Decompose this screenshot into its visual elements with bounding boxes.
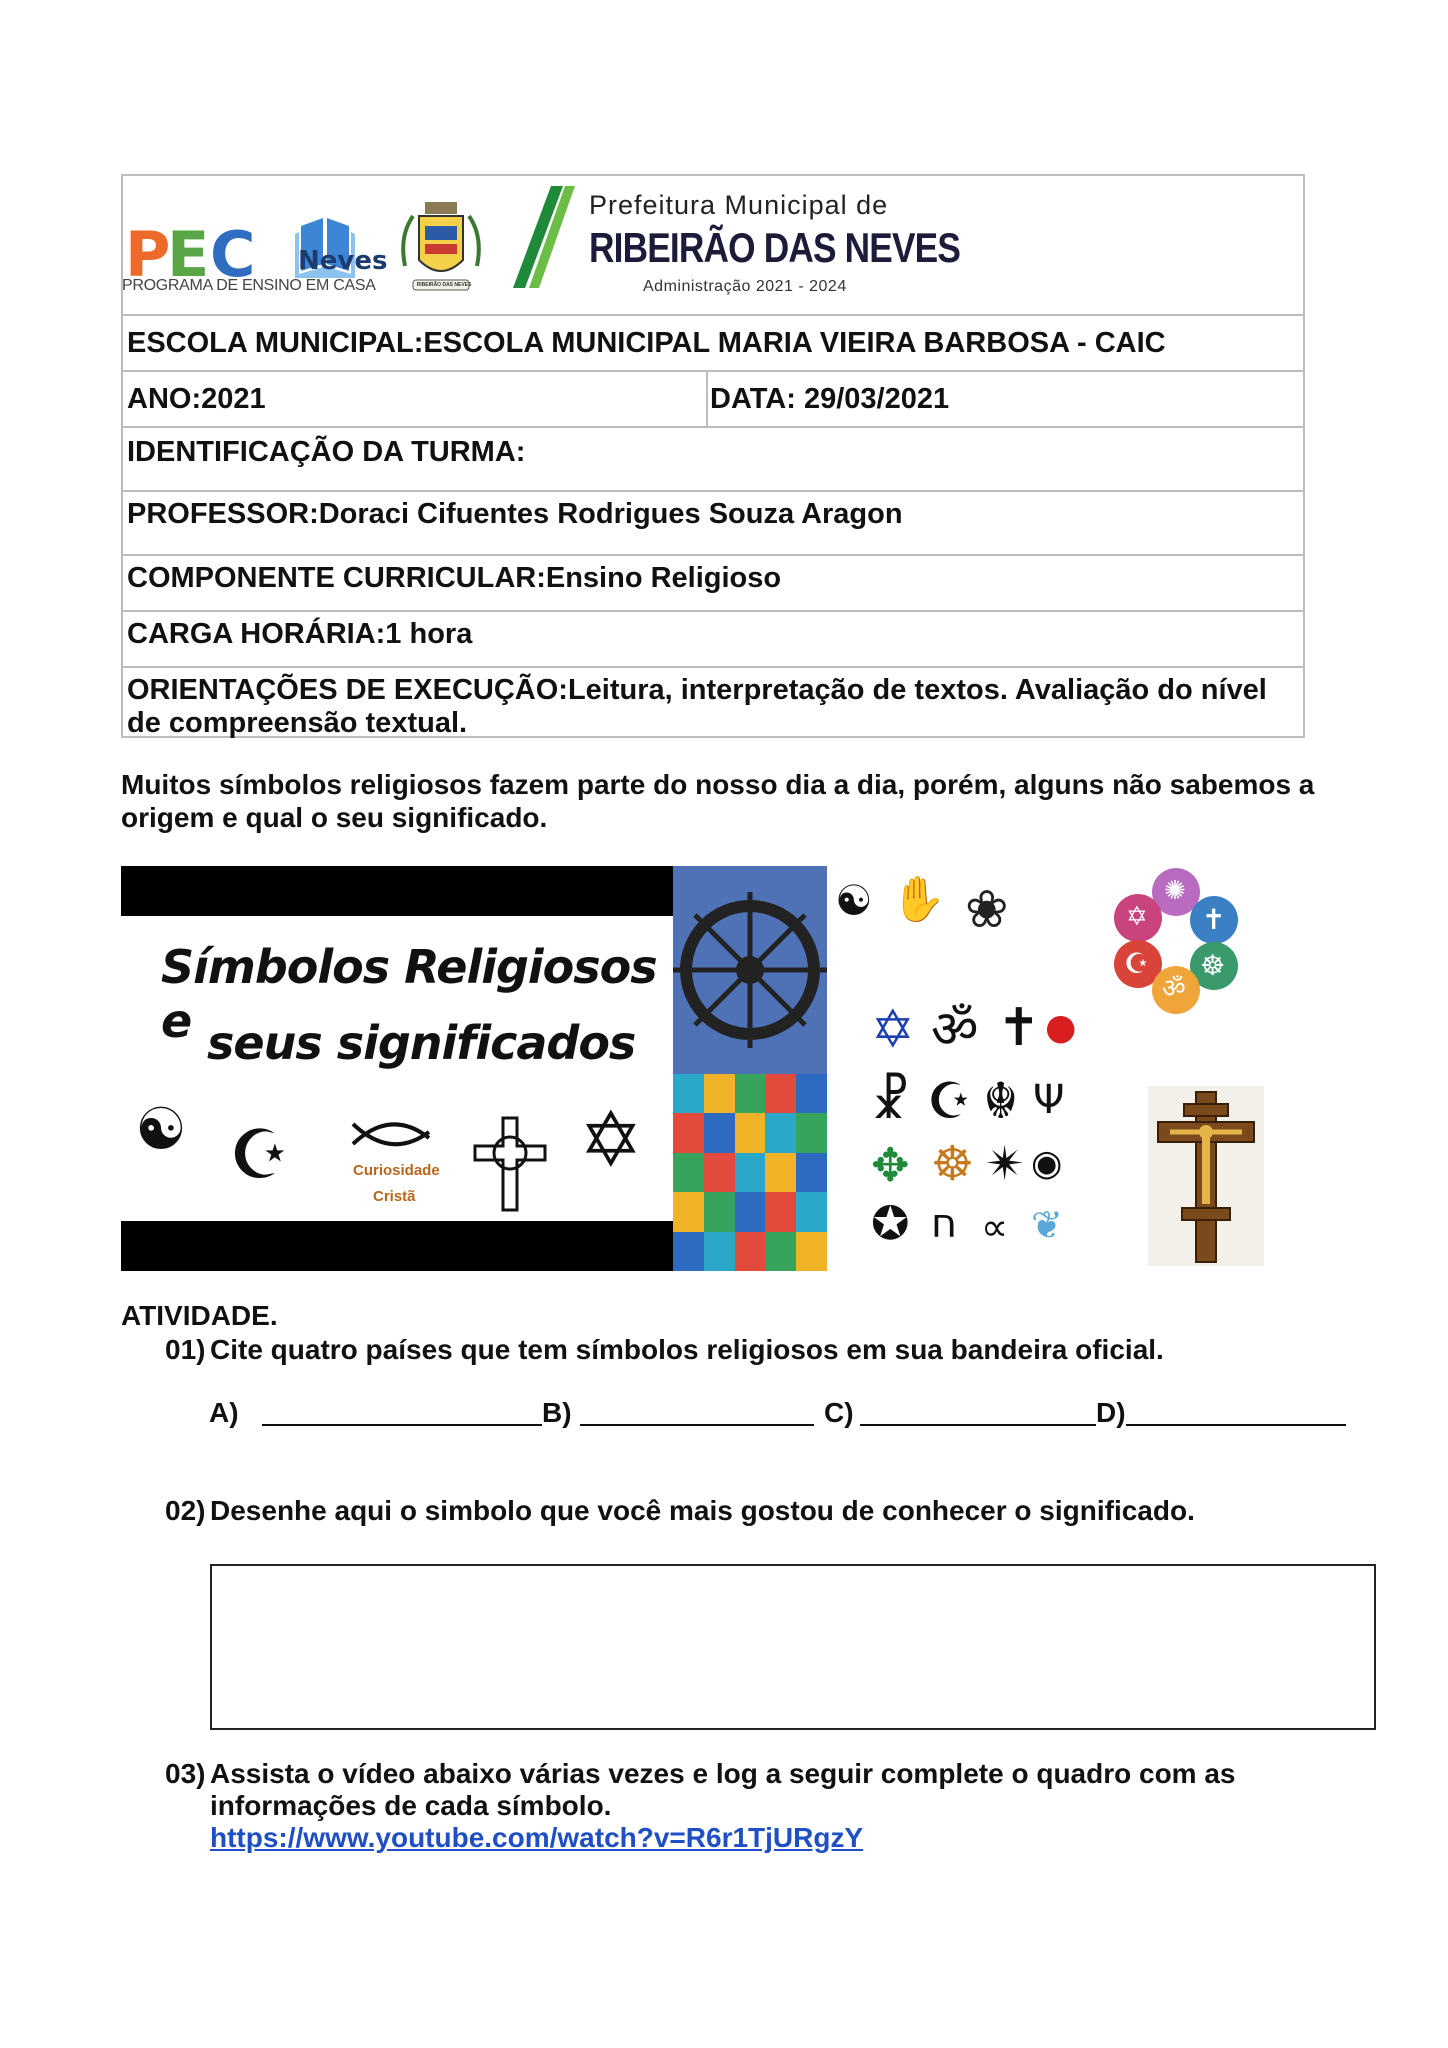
- tile: [765, 1232, 796, 1271]
- q3-line1: Assista o vídeo abaixo várias vezes e log a seguir complete o quadro com as: [210, 1758, 1236, 1789]
- tile: [673, 1113, 704, 1152]
- logo-row: [123, 176, 1303, 314]
- drawing-box[interactable]: [210, 1564, 1376, 1730]
- chai-icon: ח: [931, 1201, 958, 1247]
- tile: [765, 1074, 796, 1113]
- fish-icon: ∝: [981, 1205, 1009, 1249]
- hamsa-hand-icon: ✋: [891, 874, 946, 925]
- symbol-tile-grid: [673, 1074, 827, 1271]
- tile: [735, 1232, 766, 1271]
- q1-number: 01): [165, 1334, 206, 1365]
- tile: [765, 1113, 796, 1152]
- banner-title-line1: Símbolos Religiosos e: [161, 940, 657, 1048]
- orientacoes-row: [123, 666, 1303, 739]
- escola-text: ESCOLA MUNICIPAL:ESCOLA MUNICIPAL MARIA VIEIRA BARBOSA - CAIC: [127, 326, 1166, 359]
- tile: [765, 1192, 796, 1231]
- ano-text: ANO:2021: [127, 382, 266, 415]
- om-icon: ॐ: [1162, 974, 1186, 1004]
- tile: [673, 1153, 704, 1192]
- crest-caption: RIBEIRÃO DAS NEVES: [416, 282, 472, 288]
- pec-letter-p: P: [125, 218, 171, 291]
- banner-symbols: [121, 866, 673, 1271]
- ano-data-row: [123, 370, 1303, 426]
- lotus-icon: ❀: [965, 880, 1009, 940]
- symbols-grid: [835, 870, 1095, 1270]
- pec-letter-e: E: [167, 218, 210, 291]
- carga-row: [123, 610, 1303, 666]
- professor-text: PROFESSOR:Doraci Cifuentes Rodrigues Souza Aragon: [127, 498, 903, 530]
- tile: [796, 1192, 827, 1231]
- q3-text: [210, 1758, 1236, 1854]
- khanda-icon: ☬: [983, 1072, 1019, 1130]
- turma-row: [123, 426, 1303, 490]
- city-crest: [391, 196, 491, 308]
- city-crest-icon: [391, 196, 491, 308]
- menorah-icon: Ψ: [1033, 1077, 1065, 1123]
- tile: [704, 1232, 735, 1271]
- tile: [796, 1074, 827, 1113]
- nine-pointed-star-icon: ✴: [985, 1136, 1026, 1192]
- pec-program-text: PROGRAMA DE ENSINO EM CASA: [122, 277, 376, 294]
- ichthys-fish-icon: [351, 1114, 441, 1158]
- celtic-cross-icon: [473, 1116, 547, 1212]
- tile: [704, 1153, 735, 1192]
- fish-caption-1: Curiosidade: [353, 1162, 440, 1179]
- buddha-eyes-icon: ◉: [1031, 1143, 1063, 1184]
- intro-paragraph: [121, 768, 1314, 834]
- orientacoes-line1: ORIENTAÇÕES DE EXECUÇÃO:Leitura, interpretação de textos. Avaliação do nível: [127, 674, 1267, 706]
- option-c-label: C): [824, 1397, 854, 1428]
- dharma-wheel-panel: [673, 866, 827, 1074]
- pref-line1: Prefeitura Municipal de: [589, 190, 889, 220]
- green-slash-icon: [507, 184, 577, 292]
- tile: [796, 1153, 827, 1192]
- answer-c-line[interactable]: [860, 1398, 1096, 1426]
- crucifix-image: [1148, 1086, 1264, 1266]
- chi-rho-icon: ☧: [871, 1072, 911, 1130]
- tile: [735, 1153, 766, 1192]
- escola-row: [123, 314, 1303, 370]
- tile: [735, 1074, 766, 1113]
- tile: [704, 1074, 735, 1113]
- data-cell: [708, 372, 949, 426]
- tile: [673, 1074, 704, 1113]
- zia-sun-icon: ✺: [1164, 876, 1186, 906]
- star-octagram-icon: ✪: [871, 1196, 910, 1250]
- option-a-label: A): [209, 1397, 239, 1428]
- tile: [735, 1192, 766, 1231]
- ano-cell: [123, 372, 708, 426]
- crescent-star-icon: ☪: [1124, 947, 1150, 980]
- pref-line3: Administração 2021 - 2024: [643, 278, 847, 295]
- componente-text: COMPONENTE CURRICULAR:Ensino Religioso: [127, 562, 782, 594]
- tile: [796, 1113, 827, 1152]
- option-d-label: D): [1096, 1397, 1126, 1428]
- q3-number: 03): [165, 1758, 206, 1789]
- latin-cross-icon: ✝: [997, 998, 1041, 1058]
- tile: [673, 1192, 704, 1231]
- pec-letter-c: C: [210, 218, 256, 291]
- crucifix-icon: [1148, 1086, 1264, 1266]
- intro-line2: origem e qual o seu significado.: [121, 802, 548, 833]
- intro-line1: Muitos símbolos religiosos fazem parte do nosso dia a dia, porém, alguns não sabemos a: [121, 769, 1315, 800]
- q2-number: 02): [165, 1495, 206, 1526]
- crescent-star-icon: ☪: [229, 1116, 290, 1195]
- pec-neves-text: Neves: [298, 246, 388, 276]
- tile: [704, 1113, 735, 1152]
- tile: [704, 1192, 735, 1231]
- answer-b-line[interactable]: [580, 1398, 814, 1426]
- star-of-david-icon: ✡: [579, 1095, 643, 1184]
- q3-line2: informações de cada símbolo.: [210, 1790, 612, 1821]
- data-text: DATA: 29/03/2021: [710, 382, 950, 415]
- dharma-wheel-icon: [673, 866, 827, 1074]
- q2-text: Desenhe aqui o simbolo que você mais gostou de conhecer o significado.: [210, 1495, 1195, 1526]
- componente-row: [123, 554, 1303, 610]
- dharma-wheel-icon: ☸: [1200, 949, 1226, 982]
- tile: [735, 1113, 766, 1152]
- yin-yang-icon: ☯: [135, 1095, 187, 1163]
- banner-title-line2: seus significados: [207, 1016, 636, 1070]
- cross-icon: ✝: [1202, 903, 1226, 936]
- answer-d-line[interactable]: [1126, 1398, 1346, 1426]
- option-b-label: B): [542, 1397, 572, 1428]
- turma-text: IDENTIFICAÇÃO DA TURMA:: [127, 436, 526, 468]
- om-icon: ॐ: [931, 1000, 979, 1060]
- star-of-david-icon: ✡: [1126, 902, 1148, 932]
- tile: [765, 1153, 796, 1192]
- answer-a-line[interactable]: [262, 1398, 542, 1426]
- lotus-blue-icon: ❦: [1031, 1203, 1063, 1247]
- video-link[interactable]: https://www.youtube.com/watch?v=R6r1TjURgzY: [210, 1822, 864, 1853]
- dharma-wheel-icon: ☸: [931, 1136, 975, 1192]
- crescent-star-icon: ☪: [927, 1072, 972, 1130]
- pref-line2: RIBEIRÃO DAS NEVES: [589, 224, 961, 271]
- activity-heading: ATIVIDADE.: [121, 1300, 278, 1331]
- header-table: [121, 174, 1305, 738]
- tile: [673, 1232, 704, 1271]
- carga-text: CARGA HORÁRIA:1 hora: [127, 618, 473, 650]
- fish-caption-2: Cristã: [373, 1188, 416, 1205]
- interfaith-circles: [1110, 866, 1250, 1016]
- endless-knot-icon: ✥: [871, 1138, 910, 1192]
- tile: [796, 1232, 827, 1271]
- star-of-david-icon: ✡: [871, 1000, 915, 1060]
- yin-yang-icon: ☯: [835, 876, 873, 925]
- q1-text: Cite quatro países que tem símbolos religiosos em sua bandeira oficial.: [210, 1334, 1164, 1365]
- orientacoes-line2: de compreensão textual.: [127, 707, 468, 739]
- professor-row: [123, 490, 1303, 554]
- red-dot-icon: ●: [1045, 1007, 1077, 1048]
